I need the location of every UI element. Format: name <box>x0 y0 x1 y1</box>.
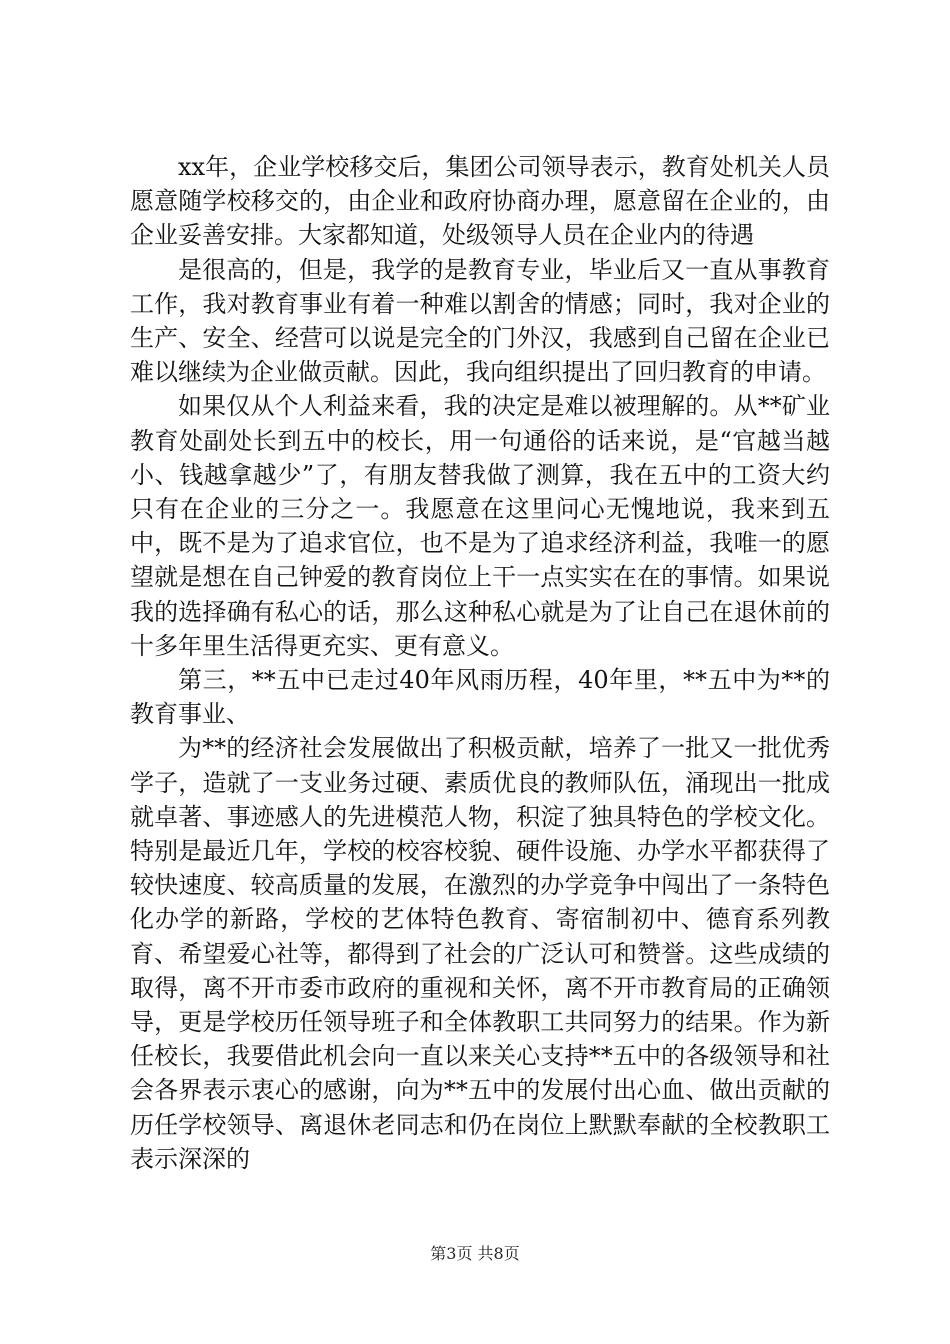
paragraph-3: 如果仅从个人利益来看，我的决定是难以被理解的。从**矿业教育处副处长到五中的校长，用一句通俗的话来说，是“官越当越小、钱越拿越少”了，有朋友替我做了测算，我在五中的工资大约只有在企业的三分之一。我愿意在这里问心无愧地说，我来到五中，既不是为了追求官位，也不是为了追求经济利益，我唯一的愿望就是想在自己钟爱的教育岗位上干一点实实在在的事情。如果说我的选择确有私心的话，那么这种私心就是为了让自己在退休前的十多年里生活得更充实、更有意义。 <box>130 392 830 660</box>
paragraph-5: 为**的经济社会发展做出了积极贡献，培养了一批又一批优秀学子，造就了一支业务过硬、素质优良的教师队伍，涌现出一批成就卓著、事迹感人的先进模范人物，积淀了独具特色的学校文化。特别是最近几年，学校的校容校貌、硬件设施、办学水平都获得了较快速度、较高质量的发展，在激烈的办学竞争中闯出了一条特色化办学的新路，学校的艺体特色教育、寄宿制初中、德育系列教育、希望爱心社等，都得到了社会的广泛认可和赞誉。这些成绩的取得，离不开市委市政府的重视和关怀，离不开市教育局的正确领导，更是学校历任领导班子和全体教职工共同努力的结果。作为新任校长，我要借此机会向一直以来关心支持**五中的各级领导和社会各界表示衷心的感谢，向为**五中的发展付出心血、做出贡献的历任学校领导、离退休老同志和仍在岗位上默默奉献的全校教职工表示深深的 <box>130 734 830 1173</box>
document-body <box>130 150 830 1176</box>
paragraph-4: 第三，**五中已走过40年风雨历程，40年里，**五中为**的教育事业、 <box>130 666 830 729</box>
paragraph-1: xx年，企业学校移交后，集团公司领导表示，教育处机关人员愿意随学校移交的，由企业和政府协商办理，愿意留在企业的，由企业妥善安排。大家都知道，处级领导人员在企业内的待遇 <box>130 153 830 250</box>
page-footer: 第3页 共8页 <box>430 1244 520 1263</box>
paragraph-2: 是很高的，但是，我学的是教育专业，毕业后又一直从事教育工作，我对教育事业有着一种难以割舍的情感；同时，我对企业的生产、安全、经营可以说是完全的门外汉，我感到自己留在企业已难以继续为企业做贡献。因此，我向组织提出了回归教育的申请。 <box>130 255 830 387</box>
